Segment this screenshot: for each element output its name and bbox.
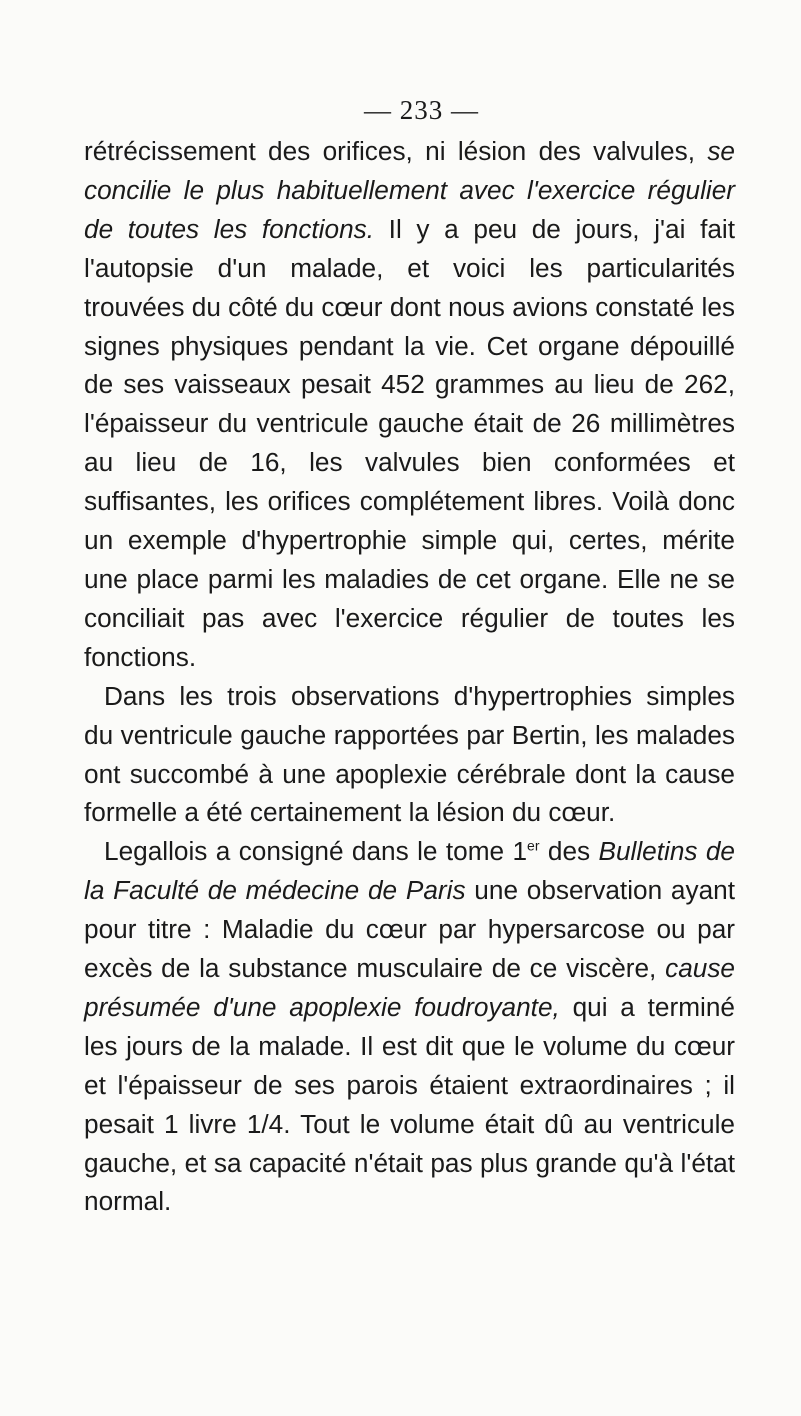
- paragraph-1-text-b: Il y a peu de jours, j'ai fait l'autopsie d'un malade, et voici les particularités trouvées du côté du cœur dont nous avions constaté les signes physiques pendant la vie. Cet organe dépouillé de ses vaisseaux pesait 452 grammes au lieu de 262, l'épaisseur du ventricule gauche était de 26 millimètres au lieu de 16, les valvules bien conformées et suffisantes, les orifices complétement libres. Voilà donc un exemple d'hypertrophie simple qui, certes, mérite une place parmi les maladies de cet organe. Elle ne se conciliait pas avec l'exercice régulier de toutes les fonctions.: [84, 213, 736, 672]
- document-page: [84, 88, 735, 1221]
- paragraph-3: [84, 832, 735, 1221]
- paragraph-3-text-b: des: [539, 836, 599, 867]
- paragraph-1-text-a: rétrécissement des orifices, ni lésion des valvules,: [84, 136, 708, 166]
- paragraph-3-superscript: er: [527, 837, 540, 854]
- body-text: [84, 132, 735, 1221]
- paragraph-3-text-c: une observation ayant pour titre : Maladie du cœur par hypersarcose ou par excès de la substance musculaire de ce viscère,: [84, 875, 735, 984]
- paragraph-3-italic-title: Bulletins de la Faculté de médecine de Paris: [84, 836, 735, 906]
- paragraph-3-text-d: qui a terminé les jours de la malade. Il est dit que le volume du cœur et l'épaisseur de ses parois étaient extraordinaires ; il pesait 1 livre 1/4. Tout le volume était dû au ventricule gauche, et sa capacité n'était pas plus grande qu'à l'état normal.: [84, 991, 735, 1217]
- paragraph-3-text-a: Legallois a consigné dans le tome 1: [104, 836, 528, 867]
- paragraph-2: Dans les trois observations d'hypertrophies simples du ventricule gauche rapportées par Bertin, les malades ont succombé à une apoplexie cérébrale dont la cause formelle a été certainement la lésion du cœur.: [84, 680, 735, 828]
- paragraph-1-italic: se concilie le plus habituellement avec l'exercice régulier de toutes les fonctions.: [84, 136, 735, 244]
- paragraph-1: [84, 132, 735, 677]
- paragraph-3-italic-cause: cause présumée d'une apoplexie foudroyante,: [84, 953, 735, 1022]
- page-number: — 233 —: [364, 95, 479, 125]
